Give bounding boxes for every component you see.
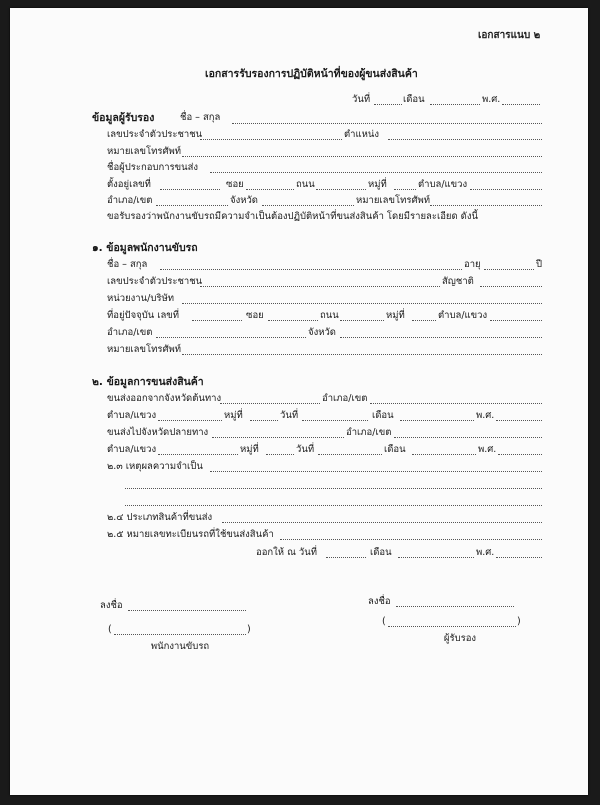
certifier-id-label: เลขประจำตัวประชาชน [107, 129, 203, 140]
certifier-paren-close: ) [517, 616, 521, 627]
driver-district-field[interactable] [156, 337, 306, 338]
certifier-road-label: ถนน [296, 179, 315, 190]
dest-year-field[interactable] [498, 454, 542, 455]
certifier-moo-label: หมู่ที่ [368, 179, 387, 190]
driver-road-field[interactable] [340, 320, 384, 321]
date-year-field[interactable] [502, 104, 540, 105]
dest-subdistrict-field[interactable] [158, 454, 238, 455]
driver-addr-label: ที่อยู่ปัจจุบัน เลขที่ [107, 310, 180, 321]
driver-sign-field[interactable] [128, 610, 246, 611]
driver-phone-label: หมายเลขโทรศัพท์ [107, 344, 182, 355]
driver-sign-caption: พนักงานขับรถ [150, 641, 210, 652]
driver-printed-name-field[interactable] [114, 634, 246, 635]
plate-label: ๒.๕ หมายเลขทะเบียนรถที่ใช้ขนส่งสินค้า [107, 529, 274, 540]
origin-year-field[interactable] [496, 420, 542, 421]
certifier-statement: ขอรับรองว่าพนักงานขับรถมีความจำเป็นต้องปฏิบัติหน้าที่ขนส่งสินค้า โดยมีรายละเอียด ดังนี้ [107, 211, 478, 222]
certifier-name-label: ชื่อ – สกุล [180, 112, 221, 123]
form-title: เอกสารรับรองการปฏิบัติหน้าที่ของผู้ขนส่งสินค้า [205, 68, 418, 80]
certifier-phone2-label: หมายเลขโทรศัพท์ [356, 195, 431, 206]
driver-heading: ๑. ข้อมูลพนักงานขับรถ [92, 242, 198, 254]
dest-month-field[interactable] [412, 454, 476, 455]
transport-heading: ๒. ข้อมูลการขนส่งสินค้า [92, 376, 204, 388]
dest-subdistrict-label: ตำบล/แขวง [107, 444, 157, 455]
date-day-field[interactable] [374, 104, 402, 105]
certifier-sign-label: ลงชื่อ [368, 596, 391, 607]
driver-road-label: ถนน [320, 310, 339, 321]
certifier-position-field[interactable] [388, 139, 542, 140]
certifier-addr-field[interactable] [160, 189, 220, 190]
origin-moo-label: หมู่ที่ [224, 410, 243, 421]
driver-district-label: อำเภอ/เขต [107, 327, 153, 338]
certifier-phone-label: หมายเลขโทรศัพท์ [107, 146, 182, 157]
issued-month-label: เดือน [370, 547, 392, 558]
certifier-id-field[interactable] [200, 139, 342, 140]
certifier-subdistrict-field[interactable] [470, 189, 542, 190]
date-day-label: วันที่ [352, 94, 371, 105]
goods-label: ๒.๔ ประเภทสินค้าที่ขนส่ง [107, 512, 213, 523]
dest-month-label: เดือน [384, 444, 406, 455]
driver-moo-label: หมู่ที่ [386, 310, 405, 321]
driver-id-field[interactable] [200, 286, 440, 287]
driver-name-label: ชื่อ – สกุล [107, 259, 148, 270]
certifier-sign-field[interactable] [396, 606, 514, 607]
origin-day-field[interactable] [302, 420, 368, 421]
driver-age-field[interactable] [484, 269, 534, 270]
origin-day-label: วันที่ [280, 410, 299, 421]
form-page [10, 8, 588, 795]
dest-moo-label: หมู่ที่ [240, 444, 259, 455]
certifier-phone2-field[interactable] [430, 205, 542, 206]
driver-province-field[interactable] [340, 337, 542, 338]
origin-moo-field[interactable] [250, 420, 278, 421]
certifier-paren-open: ( [382, 616, 386, 627]
certifier-heading: ข้อมูลผู้รับรอง [92, 112, 155, 124]
driver-subdistrict-field[interactable] [490, 320, 542, 321]
origin-month-field[interactable] [400, 420, 474, 421]
driver-name-field[interactable] [160, 269, 462, 270]
driver-moo-field[interactable] [412, 320, 436, 321]
certifier-road-field[interactable] [316, 189, 366, 190]
dest-district-label: อำเภอ/เขต [346, 427, 392, 438]
origin-year-label: พ.ศ. [476, 410, 495, 421]
driver-soi-field[interactable] [268, 320, 318, 321]
dest-year-label: พ.ศ. [478, 444, 497, 455]
driver-province-label: จังหวัด [308, 327, 336, 338]
certifier-moo-field[interactable] [394, 189, 416, 190]
certifier-phone-field[interactable] [182, 156, 542, 157]
issued-year-label: พ.ศ. [476, 547, 495, 558]
certifier-soi-label: ซอย [226, 179, 244, 190]
certifier-position-label: ตำแหน่ง [344, 129, 380, 140]
issued-day-field[interactable] [326, 557, 366, 558]
certifier-addr-label: ตั้งอยู่เลขที่ [107, 179, 151, 190]
certifier-operator-field[interactable] [210, 172, 542, 173]
certifier-subdistrict-label: ตำบล/แขวง [418, 179, 468, 190]
reason-label: ๒.๓ เหตุผลความจำเป็น [107, 461, 203, 472]
driver-id-label: เลขประจำตัวประชาชน [107, 276, 203, 287]
driver-sign-label: ลงชื่อ [100, 600, 123, 611]
origin-subdistrict-field[interactable] [158, 420, 222, 421]
goods-field[interactable] [222, 522, 542, 523]
driver-agency-field[interactable] [182, 303, 542, 304]
certifier-province-label: จังหวัด [230, 195, 258, 206]
driver-nationality-label: สัญชาติ [442, 276, 474, 287]
driver-addr-field[interactable] [192, 320, 242, 321]
dest-day-label: วันที่ [296, 444, 315, 455]
reason-field-2[interactable] [125, 488, 542, 489]
date-year-label: พ.ศ. [482, 94, 501, 105]
issued-month-field[interactable] [398, 557, 474, 558]
certifier-district-field[interactable] [156, 205, 228, 206]
certifier-soi-field[interactable] [246, 189, 294, 190]
origin-month-label: เดือน [372, 410, 394, 421]
origin-subdistrict-label: ตำบล/แขวง [107, 410, 157, 421]
driver-paren-open: ( [108, 624, 112, 635]
dest-day-field[interactable] [318, 454, 382, 455]
plate-field[interactable] [280, 539, 542, 540]
reason-field-3[interactable] [125, 505, 542, 506]
driver-phone-field[interactable] [182, 354, 542, 355]
dest-moo-field[interactable] [266, 454, 294, 455]
dest-province-field[interactable] [212, 437, 344, 438]
issued-year-field[interactable] [496, 557, 542, 558]
certifier-name-field[interactable] [232, 123, 542, 124]
certifier-operator-label: ชื่อผู้ประกอบการขนส่ง [107, 162, 199, 173]
certifier-printed-name-field[interactable] [388, 626, 516, 627]
driver-year-unit: ปี [536, 259, 543, 270]
certifier-province-field[interactable] [262, 205, 354, 206]
driver-subdistrict-label: ตำบล/แขวง [438, 310, 488, 321]
driver-nationality-field[interactable] [480, 286, 542, 287]
issued-day-label: ออกให้ ณ วันที่ [256, 547, 318, 558]
origin-province-label: ขนส่งออกจากจังหวัดต้นทาง [107, 393, 222, 404]
dest-province-label: ขนส่งไปจังหวัดปลายทาง [107, 427, 209, 438]
certifier-sign-caption: ผู้รับรอง [443, 633, 477, 644]
driver-age-label: อายุ [464, 259, 481, 270]
date-month-label: เดือน [403, 94, 425, 105]
dest-district-field[interactable] [394, 437, 542, 438]
driver-agency-label: หน่วยงาน/บริษัท [107, 293, 174, 304]
reason-field-1[interactable] [210, 471, 542, 472]
origin-district-label: อำเภอ/เขต [322, 393, 368, 404]
driver-soi-label: ซอย [246, 310, 264, 321]
attachment-label: เอกสารแนบ ๒ [478, 30, 541, 41]
driver-paren-close: ) [247, 624, 251, 635]
certifier-district-label: อำเภอ/เขต [107, 195, 153, 206]
origin-district-field[interactable] [370, 403, 542, 404]
date-month-field[interactable] [430, 104, 480, 105]
origin-province-field[interactable] [220, 403, 320, 404]
